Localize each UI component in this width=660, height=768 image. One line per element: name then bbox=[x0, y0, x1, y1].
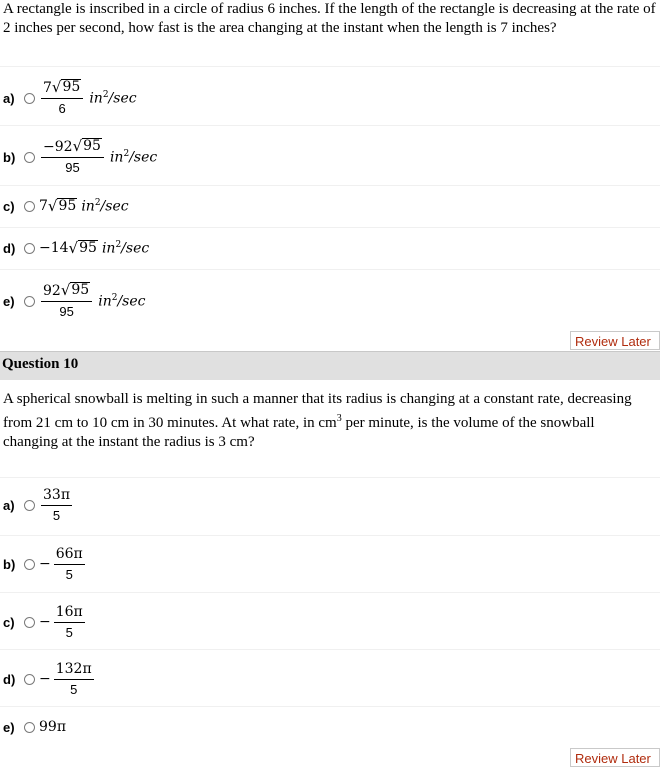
choice-letter: d) bbox=[3, 240, 16, 256]
unit-label: $in^2/\sec$ bbox=[101, 239, 150, 257]
choice-letter: e) bbox=[3, 293, 15, 309]
q10-choice-c[interactable] bbox=[0, 602, 87, 642]
radio-button[interactable] bbox=[24, 674, 35, 685]
radio-button[interactable] bbox=[24, 296, 35, 307]
question-10-prompt: A spherical snowball is melting in such a manner that its radius is changing at a constant rate, decreasing from 21 cm to 10 cm in 30 minutes. At what rate, in $cm^3$ per minute, is the volume of the snowball changing at the instant the radius is 3 cm? bbox=[3, 391, 632, 450]
choice-value: 99π bbox=[39, 719, 67, 735]
sqrt-icon: √ 95 bbox=[47, 197, 77, 215]
divider bbox=[0, 592, 660, 593]
numerator-coefficient: 7 bbox=[43, 80, 52, 96]
divider bbox=[0, 66, 660, 67]
q9-choice-b[interactable] bbox=[0, 137, 157, 177]
choice-letter: a) bbox=[3, 497, 15, 513]
coefficient: 7 bbox=[39, 198, 48, 214]
unit-label: $in^2/\sec$ bbox=[89, 89, 137, 107]
divider bbox=[0, 269, 660, 270]
divider bbox=[0, 125, 660, 126]
q10-choice-d[interactable] bbox=[0, 659, 96, 699]
choice-letter: d) bbox=[3, 671, 16, 687]
numerator: 16π bbox=[54, 604, 85, 623]
sign: − bbox=[39, 556, 51, 572]
divider bbox=[0, 706, 660, 707]
sqrt-icon: √ 95 bbox=[60, 281, 90, 299]
radio-button[interactable] bbox=[24, 93, 35, 104]
choice-letter: e) bbox=[3, 719, 15, 735]
sqrt-icon: √ 95 bbox=[51, 78, 81, 96]
choice-letter: a) bbox=[3, 90, 15, 106]
choice-letter: c) bbox=[3, 614, 15, 630]
sign: − bbox=[39, 671, 51, 687]
sign: − bbox=[39, 614, 51, 630]
radio-button[interactable] bbox=[24, 722, 35, 733]
choice-letter: b) bbox=[3, 149, 16, 165]
choice-letter: b) bbox=[3, 556, 16, 572]
radicand: 95 bbox=[71, 282, 90, 298]
numerator-coefficient: 92 bbox=[43, 283, 61, 299]
radicand: 95 bbox=[62, 79, 81, 95]
radio-button[interactable] bbox=[24, 559, 35, 570]
unit-label: $in^2/\sec$ bbox=[81, 197, 129, 215]
denominator: 95 bbox=[59, 304, 74, 319]
radicand: 95 bbox=[79, 240, 97, 256]
radio-button[interactable] bbox=[24, 152, 35, 163]
radio-button[interactable] bbox=[24, 500, 35, 511]
q9-choice-a[interactable] bbox=[0, 78, 137, 118]
unit-label: $in^2/\sec$ bbox=[109, 148, 158, 166]
q10-choice-a[interactable] bbox=[0, 485, 74, 525]
numerator: 33π bbox=[41, 487, 72, 506]
numerator-coefficient: 92 bbox=[54, 139, 73, 155]
divider bbox=[0, 649, 660, 650]
radio-button[interactable] bbox=[24, 617, 35, 628]
denominator: 5 bbox=[65, 624, 73, 640]
numerator: 132π bbox=[54, 661, 94, 680]
divider bbox=[0, 535, 660, 536]
coefficient: −14 bbox=[39, 240, 69, 256]
review-later-button[interactable]: Review Later bbox=[570, 748, 660, 767]
q9-choice-c[interactable] bbox=[0, 186, 129, 226]
q10-choice-e[interactable] bbox=[0, 707, 66, 747]
radio-button[interactable] bbox=[24, 243, 35, 254]
radicand: 95 bbox=[58, 198, 77, 214]
radio-button[interactable] bbox=[24, 201, 35, 212]
question-header-bar bbox=[0, 351, 660, 380]
numerator: 66π bbox=[54, 546, 85, 565]
denominator: 95 bbox=[65, 160, 80, 175]
question-9-prompt: A rectangle is inscribed in a circle of radius 6 inches. If the length of the rectangle is decreasing at the rate of 2 inches per second, how fast is the area changing at the instant when the length is 7 inches? bbox=[3, 1, 656, 36]
q9-choice-e[interactable] bbox=[0, 281, 145, 321]
review-later-button[interactable]: Review Later bbox=[570, 331, 660, 350]
denominator: 5 bbox=[65, 566, 73, 582]
divider bbox=[0, 477, 660, 478]
denominator: 5 bbox=[70, 681, 78, 697]
radicand: 95 bbox=[83, 138, 101, 154]
unit-label: $in^2/\sec$ bbox=[98, 292, 146, 310]
denominator: 5 bbox=[52, 507, 61, 523]
sqrt-icon: √ 95 bbox=[68, 239, 97, 257]
sqrt-icon: √ 95 bbox=[72, 137, 101, 155]
question-title: Question 10 bbox=[2, 356, 79, 372]
q9-choice-d[interactable] bbox=[0, 228, 149, 268]
choice-letter: c) bbox=[3, 198, 15, 214]
q10-choice-b[interactable] bbox=[0, 544, 87, 584]
denominator: 6 bbox=[58, 101, 66, 116]
sign: − bbox=[43, 139, 55, 155]
